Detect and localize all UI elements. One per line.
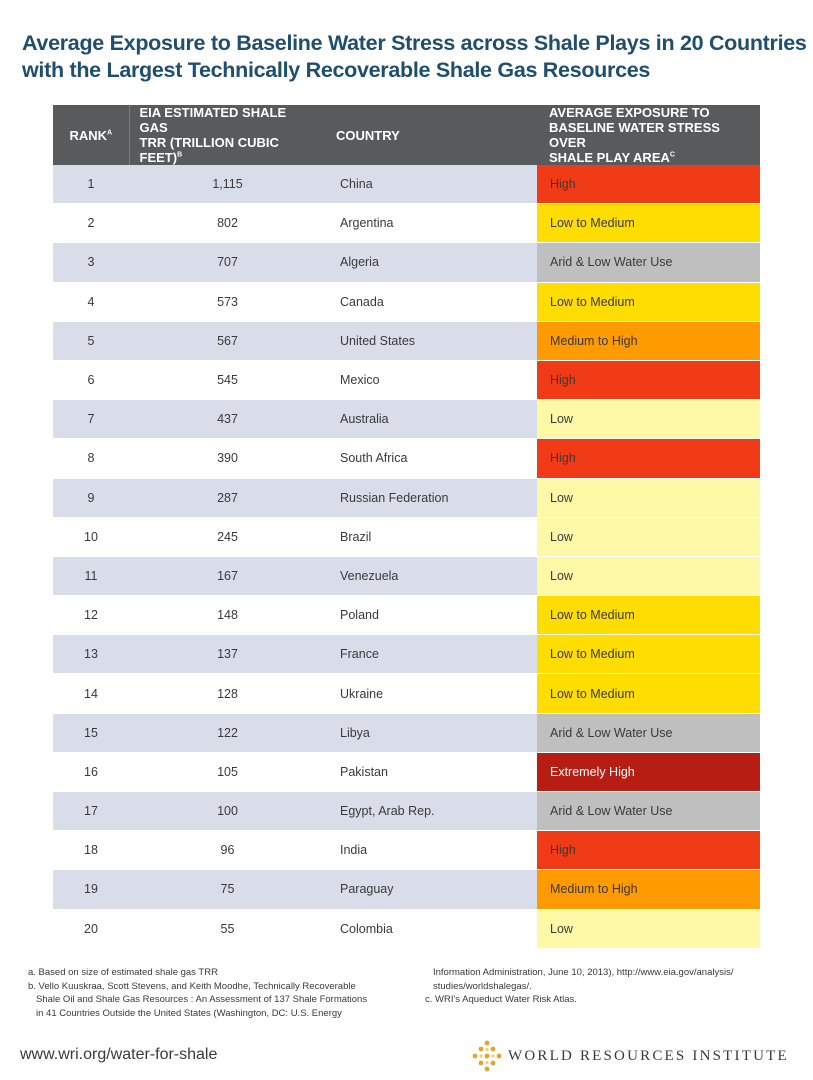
rank-cell: 3 xyxy=(53,243,129,282)
water-stress-cell: Low xyxy=(537,400,760,439)
header-rank: $RANK^A$ xyxy=(53,105,129,165)
country-cell: China xyxy=(326,165,537,204)
water-stress-cell: High xyxy=(537,360,760,399)
trr-cell: 245 xyxy=(129,517,326,556)
table-row xyxy=(53,204,760,243)
trr-cell: 287 xyxy=(129,478,326,517)
footnotes-left xyxy=(28,966,388,1020)
trr-cell: 148 xyxy=(129,596,326,635)
trr-cell: 573 xyxy=(129,282,326,321)
table-row xyxy=(53,478,760,517)
page-title xyxy=(22,30,807,84)
table-row xyxy=(53,439,760,478)
country-cell: Venezuela xyxy=(326,556,537,595)
water-stress-cell: Arid & Low Water Use xyxy=(537,243,760,282)
rank-cell: 4 xyxy=(53,282,129,321)
rank-cell: 2 xyxy=(53,204,129,243)
country-cell: Paraguay xyxy=(326,870,537,909)
title-line-1: Average Exposure to Baseline Water Stress across Shale Plays in 20 Countries xyxy=(22,31,807,55)
country-cell: Algeria xyxy=(326,243,537,282)
country-cell: Egypt, Arab Rep. xyxy=(326,792,537,831)
rank-cell: 18 xyxy=(53,831,129,870)
trr-cell: 128 xyxy=(129,674,326,713)
country-cell: United States xyxy=(326,321,537,360)
trr-cell: 75 xyxy=(129,870,326,909)
rank-cell: 10 xyxy=(53,517,129,556)
footnote-b-4: Information Administration, June 10, 2013), http://www.eia.gov/analysis/ xyxy=(433,967,734,978)
water-stress-cell: Low to Medium xyxy=(537,204,760,243)
header-trr: EIA ESTIMATED SHALE GAS TRR (TRILLION CUBIC FEET)$^B$ xyxy=(129,105,326,165)
water-stress-cell: Low xyxy=(537,909,760,948)
trr-cell: 545 xyxy=(129,360,326,399)
trr-cell: 707 xyxy=(129,243,326,282)
footnote-a: a. Based on size of estimated shale gas TRR xyxy=(28,967,218,978)
rank-cell: 5 xyxy=(53,321,129,360)
trr-cell: 167 xyxy=(129,556,326,595)
table-row xyxy=(53,674,760,713)
water-stress-cell: Medium to High xyxy=(537,321,760,360)
table-row xyxy=(53,556,760,595)
footnote-b-2: Shale Oil and Shale Gas Resources : An Assessment of 137 Shale Formations xyxy=(36,994,368,1005)
rank-cell: 19 xyxy=(53,870,129,909)
rank-cell: 12 xyxy=(53,596,129,635)
water-stress-cell: High xyxy=(537,831,760,870)
country-cell: France xyxy=(326,635,537,674)
organization-name: WORLD RESOURCES INSTITUTE xyxy=(508,1048,789,1064)
table-row xyxy=(53,792,760,831)
footnote-b-3: in 41 Countries Outside the United States (Washington, DC: U.S. Energy xyxy=(36,1007,342,1019)
water-stress-cell: High xyxy=(537,165,760,204)
water-stress-cell: Low xyxy=(537,478,760,517)
trr-cell: 437 xyxy=(129,400,326,439)
table-body xyxy=(53,165,760,948)
water-stress-cell: Extremely High xyxy=(537,752,760,791)
water-stress-cell: Low xyxy=(537,517,760,556)
water-stress-cell: Low to Medium xyxy=(537,674,760,713)
country-cell: Australia xyxy=(326,400,537,439)
water-stress-cell: Low to Medium xyxy=(537,282,760,321)
header-water-stress: AVERAGE EXPOSURE TO BASELINE WATER STRESS OVER SHALE PLAY $AREA^C$ xyxy=(537,105,760,165)
table-row xyxy=(53,282,760,321)
country-cell: Brazil xyxy=(326,517,537,556)
country-cell: Ukraine xyxy=(326,674,537,713)
table-row xyxy=(53,635,760,674)
water-stress-cell: Arid & Low Water Use xyxy=(537,792,760,831)
water-stress-cell: Low to Medium xyxy=(537,635,760,674)
water-stress-cell: Low to Medium xyxy=(537,596,760,635)
country-cell: India xyxy=(326,831,537,870)
water-stress-cell: Low xyxy=(537,556,760,595)
country-cell: Mexico xyxy=(326,360,537,399)
country-cell: Pakistan xyxy=(326,752,537,791)
trr-cell: 105 xyxy=(129,752,326,791)
country-cell: Colombia xyxy=(326,909,537,948)
water-stress-cell: Arid & Low Water Use xyxy=(537,713,760,752)
table-header-row xyxy=(53,105,760,165)
rank-cell: 6 xyxy=(53,360,129,399)
trr-cell: 96 xyxy=(129,831,326,870)
rank-cell: 7 xyxy=(53,400,129,439)
table-row xyxy=(53,909,760,948)
footnotes-right xyxy=(425,966,775,1007)
table-row xyxy=(53,713,760,752)
footnote-b-5: studies/worldshalegas/. xyxy=(433,980,532,992)
rank-cell: 11 xyxy=(53,556,129,595)
country-cell: Russian Federation xyxy=(326,478,537,517)
rank-cell: 20 xyxy=(53,909,129,948)
footnote-b-1: b. Vello Kuuskraa, Scott Stevens, and Keith Moodhe, Technically Recoverable xyxy=(28,980,356,992)
rank-cell: 16 xyxy=(53,752,129,791)
header-country: COUNTRY xyxy=(326,105,537,165)
rank-cell: 8 xyxy=(53,439,129,478)
trr-cell: 1,115 xyxy=(129,165,326,204)
footer-url: www.wri.org/water-for-shale xyxy=(20,1046,218,1063)
footnote-c: c. WRI's Aqueduct Water Risk Atlas. xyxy=(425,994,577,1005)
trr-cell: 390 xyxy=(129,439,326,478)
table-row xyxy=(53,870,760,909)
trr-cell: 567 xyxy=(129,321,326,360)
rank-cell: 13 xyxy=(53,635,129,674)
trr-cell: 100 xyxy=(129,792,326,831)
country-cell: Libya xyxy=(326,713,537,752)
trr-cell: 802 xyxy=(129,204,326,243)
table-row xyxy=(53,596,760,635)
table-row xyxy=(53,165,760,204)
table-row xyxy=(53,831,760,870)
wri-logo-icon xyxy=(472,1040,502,1072)
country-cell: South Africa xyxy=(326,439,537,478)
trr-cell: 137 xyxy=(129,635,326,674)
table-row xyxy=(53,321,760,360)
rank-cell: 9 xyxy=(53,478,129,517)
country-cell: Poland xyxy=(326,596,537,635)
rank-cell: 14 xyxy=(53,674,129,713)
trr-cell: 55 xyxy=(129,909,326,948)
trr-cell: 122 xyxy=(129,713,326,752)
table-row xyxy=(53,517,760,556)
table-row xyxy=(53,400,760,439)
title-line-2: with the Largest Technically Recoverable Shale Gas Resources xyxy=(22,58,651,82)
rank-cell: 15 xyxy=(53,713,129,752)
water-stress-cell: Medium to High xyxy=(537,870,760,909)
country-cell: Argentina xyxy=(326,204,537,243)
rank-cell: 17 xyxy=(53,792,129,831)
water-stress-cell: High xyxy=(537,439,760,478)
table-row xyxy=(53,752,760,791)
table-row xyxy=(53,360,760,399)
country-cell: Canada xyxy=(326,282,537,321)
table-row xyxy=(53,243,760,282)
water-stress-table xyxy=(53,105,760,949)
rank-cell: 1 xyxy=(53,165,129,204)
